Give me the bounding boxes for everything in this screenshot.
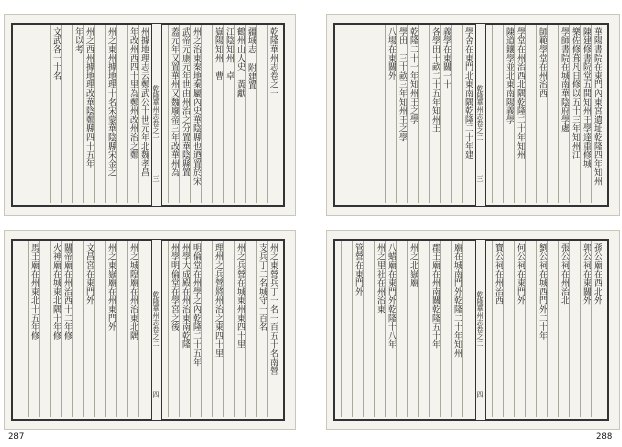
text-column: 華陽書院在東門內東宮遺址乾隆四年知州 xyxy=(592,27,602,186)
column-rule xyxy=(363,241,364,417)
column-rule xyxy=(223,241,224,417)
text-column: 州之城隍廟在州治東北隅 xyxy=(128,243,138,340)
text-column: 劉公祠在城西門外二十年 xyxy=(537,243,547,340)
column-rule xyxy=(462,241,463,417)
page-panel-bottom-right xyxy=(326,230,620,430)
text-column: 州據地理志云鄭武公十世元年北魏孝昌 xyxy=(139,27,149,177)
text-column: 張公祠在州治北 xyxy=(559,243,569,305)
column-rule xyxy=(525,241,526,417)
column-rule xyxy=(138,241,139,417)
text-column: 州學明倫堂在學宮之後 xyxy=(169,243,179,332)
text-column: 學堂在州治西北隅乾隆二十年知州 xyxy=(515,27,525,160)
text-column: 江陰知州 卓 xyxy=(224,27,234,80)
text-column: 馬王廟在州東北十五年修 xyxy=(29,243,39,340)
text-column: 支兵丁二名城守一百名 xyxy=(257,243,267,332)
text-column: 義學在東關一十 xyxy=(441,27,451,89)
text-column: 州之北嶽廟 xyxy=(408,243,418,288)
text-column: 明倫堂在州學之內乾隆二十五年 xyxy=(191,243,201,367)
text-column: 孫公廟在西北外 xyxy=(592,243,602,305)
text-column: 理州之兵營將州治之東四十里 xyxy=(213,243,223,358)
text-column: 乾隆華州志卷之一 xyxy=(268,27,278,98)
text-column: 郭公祠在東關外 xyxy=(581,243,591,305)
gutter-page: 四 xyxy=(476,391,484,398)
text-column: 蓋元年又置華州又魏廢帝三年改華州為 xyxy=(169,27,179,177)
page-panel-top-right xyxy=(326,14,620,216)
text-column: 年以考 xyxy=(73,27,83,54)
text-column: 火神廟在城東北隅十年修 xyxy=(51,243,61,340)
text-column: 樂佐修葺凡日修以五十三年知州江 xyxy=(570,27,580,160)
text-column: 州之里社在州治東 xyxy=(375,243,385,314)
text-column: 學師書院在城南華陰府學處 xyxy=(559,27,569,133)
text-column: 各學田十畝二十五年知州王 xyxy=(430,27,440,133)
column-rule xyxy=(256,25,257,203)
text-column: 文武各一十名 xyxy=(51,27,61,80)
text-column: 八場在東關外 xyxy=(386,27,396,80)
column-rule xyxy=(341,241,342,417)
column-rule xyxy=(116,241,117,417)
column-rule xyxy=(440,241,441,417)
column-rule xyxy=(418,241,419,417)
gutter-title: 乾隆華州志卷之二 xyxy=(476,85,484,141)
text-column: 乾隆二十一年知州王之學 xyxy=(408,27,418,124)
text-column: 管營在東門外 xyxy=(353,243,363,296)
column-rule xyxy=(525,25,526,203)
column-rule xyxy=(418,25,419,203)
page-panel-top-left xyxy=(4,14,296,216)
text-column: 州之東營兵丁一名一百五十名南營 xyxy=(268,243,278,376)
text-column: 陳建修書院堂五間知州王學達重修城 xyxy=(581,27,591,168)
text-column: 疆域志 附建置 xyxy=(246,27,256,90)
column-rule xyxy=(201,25,202,203)
text-column: 州之西州據地理改華陰鄭縣四十五年 xyxy=(84,27,94,168)
column-rule xyxy=(547,25,548,203)
column-rule xyxy=(116,25,117,203)
gutter-page: 三 xyxy=(152,175,160,182)
column-rule xyxy=(503,241,504,417)
column-rule xyxy=(245,241,246,417)
gutter-page: 三 xyxy=(476,175,484,182)
column-rule xyxy=(61,25,62,203)
gutter-title: 乾隆華州志卷之二 xyxy=(476,291,484,347)
gutter-title: 乾隆華州志卷之一 xyxy=(152,85,160,141)
column-rule xyxy=(451,25,452,203)
text-column: 年改州西四十里為鄭州改州治之鄭 xyxy=(128,27,138,160)
text-column: 州之東州據地理十名宋蒙華陰縣宋金之 xyxy=(106,27,116,177)
text-column: 八蜡廟在東門外乾隆十八年 xyxy=(386,243,396,349)
text-column: 郡王廟在州南關乾隆五十年 xyxy=(430,243,440,349)
text-column: 何公祠在東門外 xyxy=(515,243,525,305)
column-rule xyxy=(547,241,548,417)
text-column: 州之治東秦地秦屬內史華陰縣也迺置於宋 xyxy=(191,27,201,186)
column-rule xyxy=(492,25,493,203)
text-column: 寶公祠在州治西 xyxy=(493,243,503,305)
text-column: 鶴州山人史 黃獻 xyxy=(235,27,245,98)
text-column: 師範學堂在州治西 xyxy=(537,27,547,98)
text-column: 關帝廟在州治西十二年修 xyxy=(62,243,72,340)
text-column: 學舍在東門北東南隅乾隆二十年建 xyxy=(463,27,473,160)
text-column: 陳道鑲學並北東南陽義學 xyxy=(504,27,514,124)
column-rule xyxy=(569,241,570,417)
page-number-left: 287 xyxy=(8,432,25,442)
column-rule xyxy=(94,241,95,417)
text-column: 武帝元康元年世由州治之分置華陰縣置 xyxy=(180,27,190,177)
text-column: 州學大成殿在州治東南乾隆 xyxy=(180,243,190,349)
column-rule xyxy=(72,241,73,417)
text-column: 州之東嶽廟在州東門外 xyxy=(106,243,116,332)
gutter-page: 四 xyxy=(152,391,160,398)
column-rule xyxy=(396,241,397,417)
text-column: 嶽陽知州 曹 xyxy=(213,27,223,80)
column-rule xyxy=(201,241,202,417)
text-column: 廟在城南門外乾隆二十年知州 xyxy=(452,243,462,358)
page-number-right: 288 xyxy=(596,432,613,442)
column-rule xyxy=(39,241,40,417)
column-rule xyxy=(94,25,95,203)
text-column: 學田 三十畝三年知州王之學 xyxy=(397,27,407,142)
gutter-title: 乾隆華州志卷之二 xyxy=(152,291,160,347)
text-column: 文昌宮在東門外 xyxy=(84,243,94,305)
page-panel-bottom-left xyxy=(4,230,296,430)
text-column: 州之兵營在城東州東四十里 xyxy=(235,243,245,349)
